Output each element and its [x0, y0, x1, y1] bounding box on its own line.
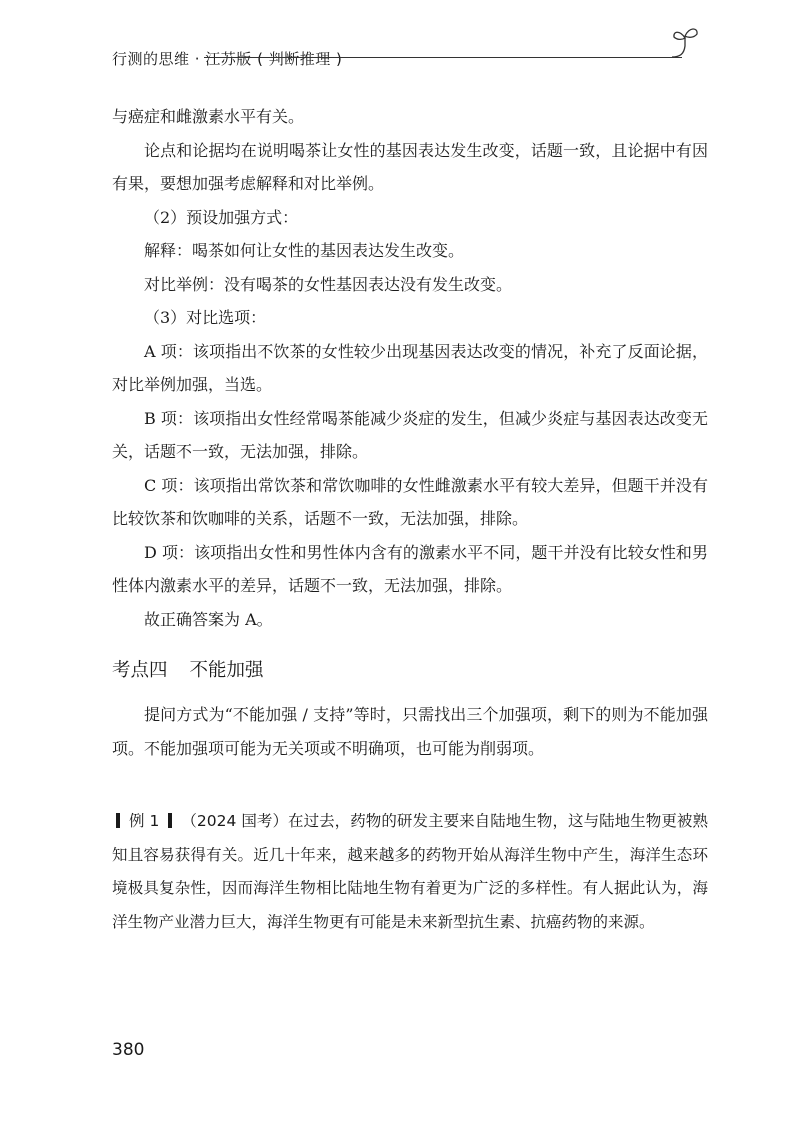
example-block: [112, 805, 708, 939]
sprout-icon: [668, 24, 704, 60]
paragraph-step-2: （2）预设加强方式：: [144, 207, 299, 227]
page-number: 380: [112, 1040, 145, 1060]
paragraph-option-a: A 项：该项指出不饮茶的女性较少出现基因表达改变的情况，补充了反面论据，对比举例加强，当选。: [112, 341, 708, 394]
header-rule: [204, 57, 682, 58]
example-bar-left: [116, 813, 120, 828]
paragraph-continuation: 与癌症和雌激素水平有关。: [112, 107, 305, 126]
paragraph-option-c: C 项：该项指出常饮茶和常饮咖啡的女性雌激素水平有较大差异，但题干并没有比较饮茶和饮咖啡的关系，话题不一致，无法加强，排除。: [112, 475, 708, 528]
example-label: 例 1: [128, 812, 160, 830]
section-label: 考点四: [112, 660, 168, 681]
header-title: 行测的思维 · 江苏版 ( 判断推理 ): [112, 50, 343, 68]
paragraph-comparison: 对比举例：没有喝茶的女性基因表达没有发生改变。: [144, 274, 513, 294]
section-heading: [112, 654, 708, 688]
section-title: 不能加强: [189, 660, 264, 681]
paragraph-explanation: 解释：喝茶如何让女性的基因表达发生改变。: [144, 241, 465, 260]
paragraph-step-3: （3）对比选项：: [144, 308, 267, 327]
example-bar-right: [168, 813, 172, 828]
page-content: [112, 100, 708, 939]
running-header: [112, 38, 712, 78]
paragraph-option-b: B 项：该项指出女性经常喝茶能减少炎症的发生，但减少炎症与基因表达改变无关，话题不一致，无法加强，排除。: [112, 408, 708, 461]
paragraph-option-d: D 项：该项指出女性和男性体内含有的激素水平不同，题干并没有比较女性和男性体内激素水平的差异，话题不一致，无法加强，排除。: [112, 542, 708, 595]
paragraph-answer: 故正确答案为 A。: [144, 609, 273, 629]
section-paragraph: 提问方式为“不能加强 / 支持”等时，只需找出三个加强项，剩下的则为不能加强项。不能加强项可能为无关项或不明确项，也可能为削弱项。: [112, 705, 708, 758]
example-text: （2024 国考）在过去，药物的研发主要来自陆地生物，这与陆地生物更被熟知且容易获得有关。近几十年来，越来越多的药物开始从海洋生物中产生，海洋生态环境极具复杂性，因而海洋生物相比陆地生物有着更为广泛的多样性。有人据此认为，海洋生物产业潜力巨大，海洋生物更有可能是未来新型抗生素、抗癌药物的来源。: [112, 812, 708, 931]
paragraph-analysis: 论点和论据均在说明喝茶让女性的基因表达发生改变，话题一致，且论据中有因有果，要想加强考虑解释和对比举例。: [112, 140, 708, 193]
